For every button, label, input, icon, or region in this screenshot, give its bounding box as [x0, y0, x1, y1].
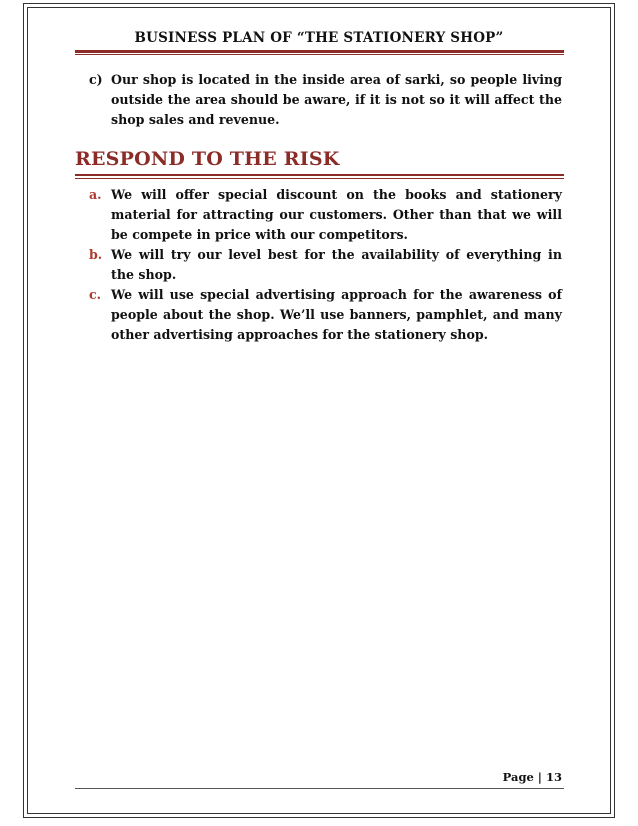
header-rule — [75, 50, 564, 53]
list-marker: b. — [89, 247, 103, 262]
section-rule — [75, 174, 564, 176]
list-item-text: We will try our level best for the availability of everything in the shop. — [111, 247, 562, 282]
response-list — [89, 185, 562, 345]
risk-item-c — [89, 70, 562, 130]
list-item — [89, 185, 562, 245]
list-item — [89, 245, 562, 285]
list-marker: c) — [89, 72, 103, 87]
list-item-text: We will offer special discount on the books and stationery material for attracting our customers. Other than that we will be compete in price with our competitors. — [111, 187, 562, 242]
running-header: BUSINESS PLAN OF “THE STATIONERY SHOP” — [134, 30, 504, 46]
footer-rule — [75, 788, 564, 789]
list-item-text: We will use special advertising approach for the awareness of people about the shop. We’ll use banners, pamphlet, and many other advertising approaches for the stationery shop. — [111, 287, 562, 342]
list-item-text: Our shop is located in the inside area of sarki, so people living outside the area should be aware, if it is not so it will affect the shop sales and revenue. — [111, 72, 562, 127]
page-number: Page | 13 — [502, 770, 562, 784]
header-rule-thin — [75, 54, 564, 55]
list-marker: a. — [89, 187, 102, 202]
section-heading: RESPOND TO THE RISK — [75, 148, 340, 170]
list-marker: c. — [89, 287, 102, 302]
list-item — [89, 285, 562, 345]
section-rule-thin — [75, 178, 564, 179]
